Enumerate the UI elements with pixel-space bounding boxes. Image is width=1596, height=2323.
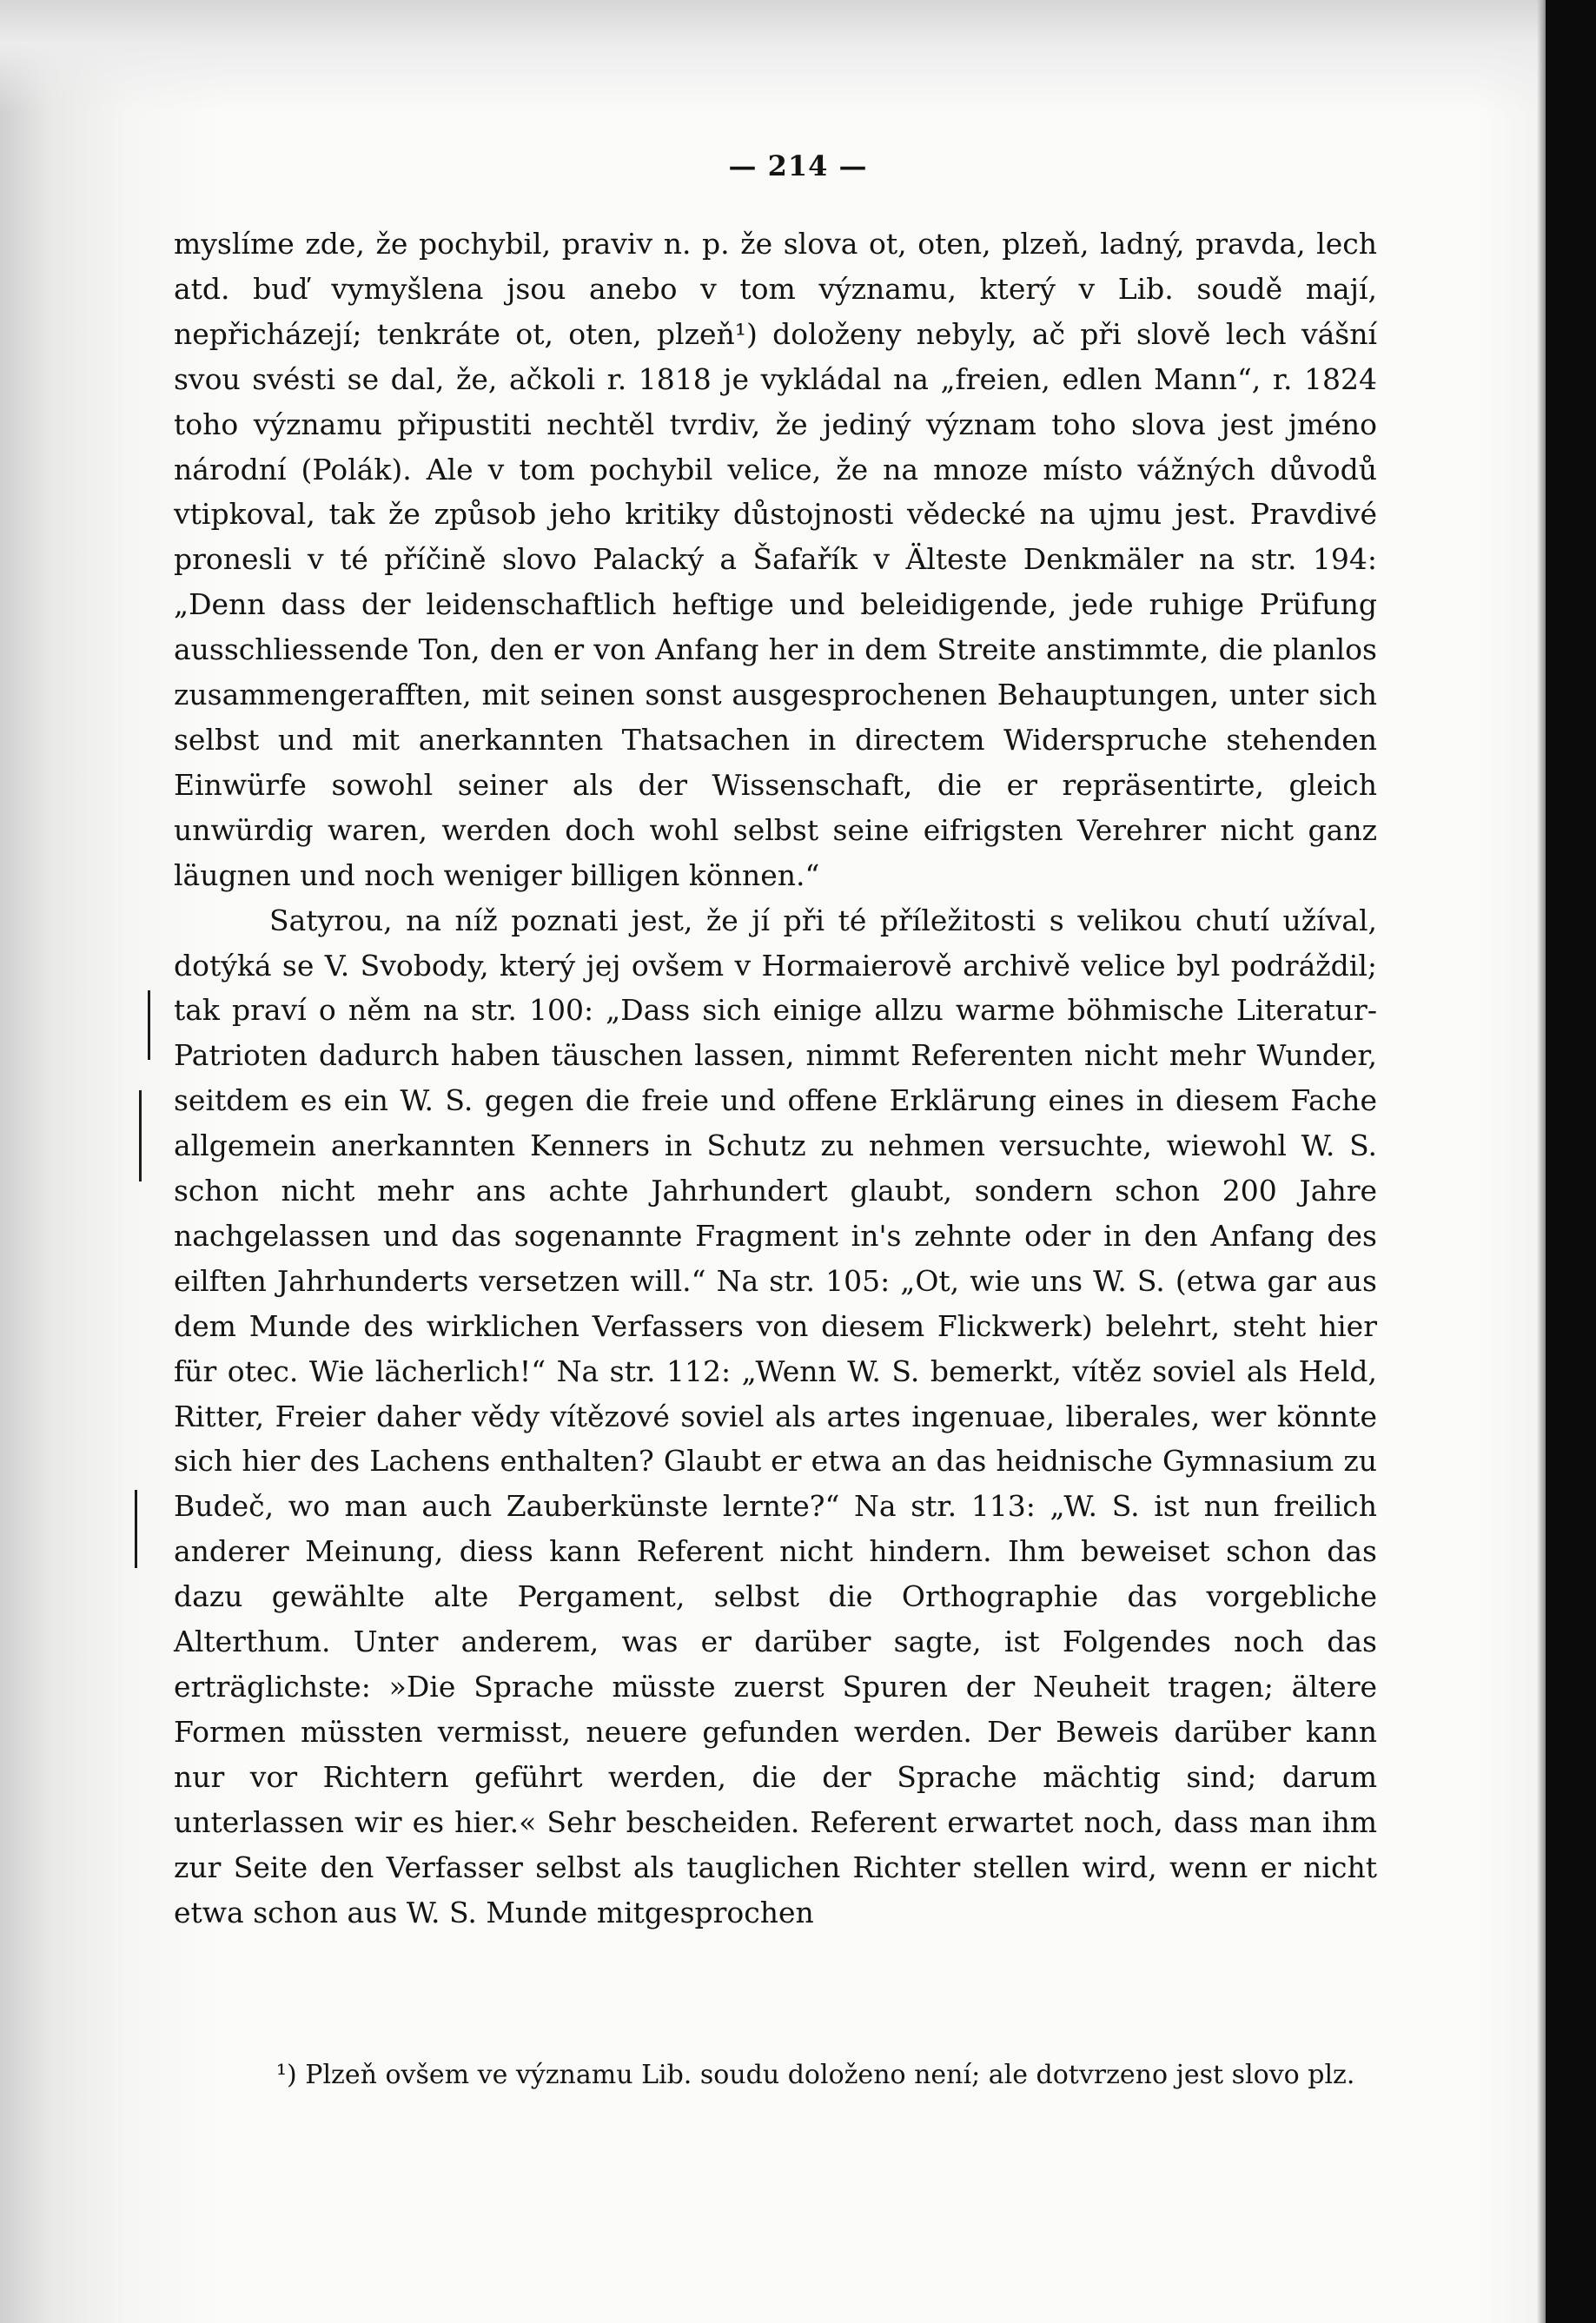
margin-pencil-mark [135,1490,137,1568]
margin-pencil-mark [139,1090,142,1181]
scan-border-right [1546,0,1596,2323]
page-number: — 214 — [728,149,868,182]
margin-pencil-mark [148,990,150,1060]
footnote-text: Plzeň ovšem ve významu Lib. soudu doloženo není; ale dotvrzeno jest slovo plz. [305,2060,1355,2090]
paragraph-1: myslíme zde, že pochybil, praviv n. p. že slova ot, oten, plzeň, ladný, pravda, lech atd. buď vymyšlena jsou anebo v tom významu, který v Lib. soudě mají, nepřicházejí; tenkráte ot, oten, plzeň¹) doloženy nebyly, ač při slově lech vášní svou svésti se dal, že, ačkoli r. 1818 je vykládal na „freien, edlen Mann“, r. 1824 toho významu připustiti nechtěl tvrdiv, že jediný význam toho slova jest jméno národní (Polák). Ale v tom pochybil velice, že na mnoze místo vážných důvodů vtipkoval, tak že způsob jeho kritiky důstojnosti vědecké na ujmu jest. Pravdivé pronesli v té příčině slovo Palacký a Šafařík v Älteste Denkmäler na str. 194: „Denn dass der leidenschaftlich heftige und beleidigende, jede ruhige Prüfung ausschliessende Ton, den er von Anfang her in dem Streite anstimmte, die planlos zusammengerafften, mit seinen sonst ausgesprochenen Behauptungen, unter sich selbst und mit anerkannten Thatsachen in directem Widerspruche stehenden Einwürfe sowohl seiner als der Wissenschaft, die er repräsentirte, gleich unwürdig waren, werden doch wohl selbst seine eifrigsten Verehrer nicht ganz läugnen und noch weniger billigen können.“ [174,227,1377,892]
main-text [174,222,1377,1935]
scan-edge-gradient [1537,0,1546,2323]
footnote-marker: ¹) [276,2060,297,2090]
footnote [189,2054,1380,2097]
scan-shadow-top [0,0,1546,113]
paragraph-2: Satyrou, na níž poznati jest, že jí při té příležitosti s velikou chutí užíval, dotýká se V. Svobody, který jej ovšem v Hormaierově archivě velice byl podráždil; tak praví o něm na str. 100: „Dass sich einige allzu warme böhmische Literatur-Patrioten dadurch haben täuschen lassen, nimmt Referenten nicht mehr Wunder, seitdem es ein W. S. gegen die freie und offene Erklärung eines in diesem Fache allgemein anerkannten Kenners in Schutz zu nehmen versuchte, wiewohl W. S. schon nicht mehr ans achte Jahrhundert glaubt, sondern schon 200 Jahre nachgelassen und das sogenannte Fragment in's zehnte oder in den Anfang des eilften Jahrhunderts versetzen will.“ Na str. 105: „Ot, wie uns W. S. (etwa gar aus dem Munde des wirklichen Verfassers von diesem Flickwerk) belehrt, steht hier für otec. Wie lächerlich!“ Na str. 112: „Wenn W. S. bemerkt, vítěz soviel als Held, Ritter, Freier daher vědy vítězové soviel als artes ingenuae, liberales, wer könnte sich hier des Lachens enthalten? Glaubt er etwa an das heidnische Gymnasium zu Budeč, wo man auch Zauberkünste lernte?“ Na str. 113: „W. S. ist nun freilich anderer Meinung, diess kann Referent nicht hindern. Ihm beweiset schon das dazu gewählte alte Pergament, selbst die Orthographie das vorgebliche Alterthum. Unter anderem, was er darüber sagte, ist Folgendes noch das erträglichste: »Die Sprache müsste zuerst Spuren der Neuheit tragen; ältere Formen müssten vermisst, neuere gefunden werden. Der Beweis darüber kann nur vor Richtern geführt werden, die der Sprache mächtig sind; darum unterlassen wir es hier.« Sehr bescheiden. Referent erwartet noch, dass man ihm zur Seite den Verfasser selbst als tauglichen Richter stellen wird, wenn er nicht etwa schon aus W. S. Munde mitgesprochen [174,903,1377,1929]
